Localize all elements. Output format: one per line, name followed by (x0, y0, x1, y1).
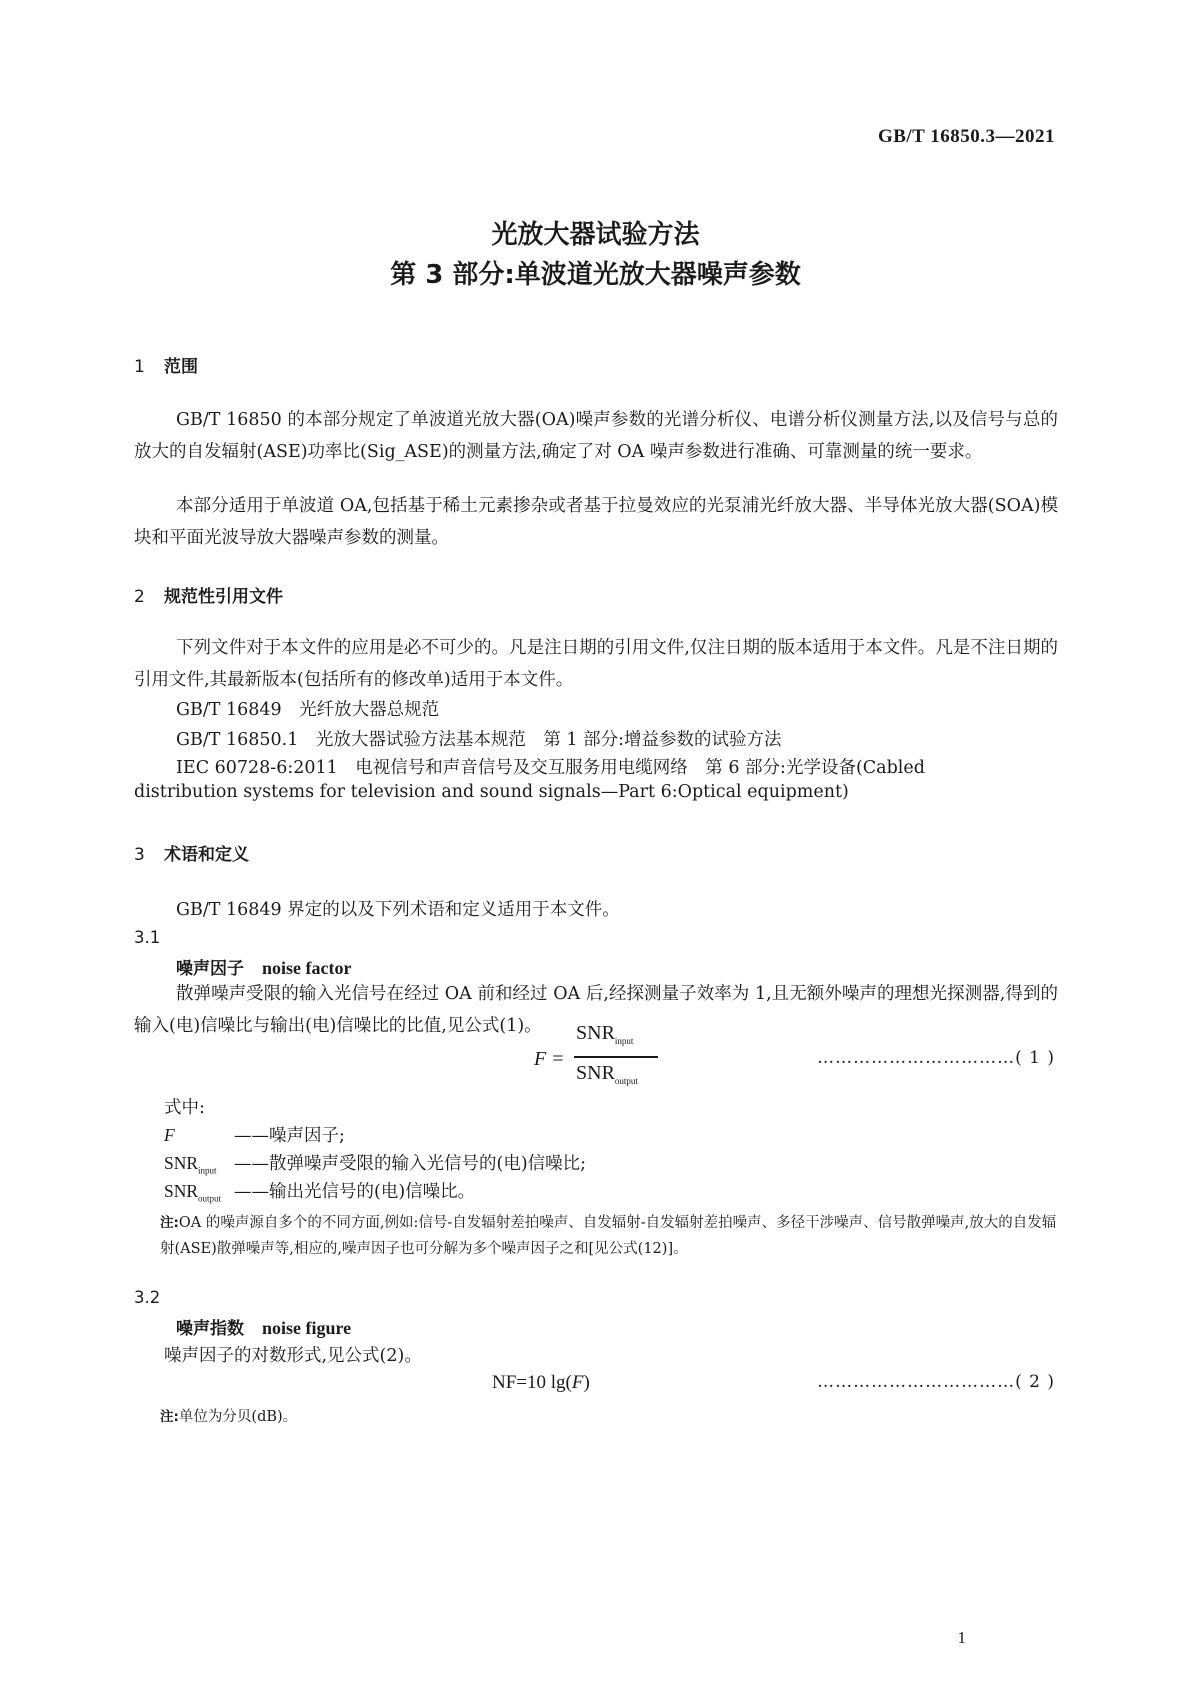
formula-numerator: $SNR_{input}$ (576, 1022, 634, 1046)
term-chinese: 噪声因子 (176, 959, 244, 979)
formula-2: NF=10 lg(F) (492, 1372, 590, 1393)
section-number: 3 (134, 845, 145, 865)
section-title: 规范性引用文件 (164, 587, 283, 607)
terms-intro: GB/T 16849 界定的以及下列术语和定义适用于本文件。 (176, 900, 620, 920)
section-number: 1 (134, 357, 145, 377)
section-number: 2 (134, 587, 145, 607)
note-1: 注:OA 的噪声源自多个的不同方面,例如:信号-自发辐射差拍噪声、自发辐射-自发辐射差拍噪声、多径干涉噪声、信号散弹噪声,放大的自发辐射(ASE)散弹噪声等,相应的,噪声因子也可分解为多个噪声因子之和[见公式(12)]。 (160, 1215, 1057, 1257)
standard-code: GB/T 16850.3—2021 (877, 126, 1055, 147)
reference-item: GB/T 16850.1 光放大器试验方法基本规范 第 1 部分:增益参数的试验方法 (176, 730, 782, 750)
formula-denominator: $SNR_{output}$ (576, 1062, 638, 1086)
term-definition: 散弹噪声受限的输入光信号在经过 OA 前和经过 OA 后,经探测量子效率为 1,且无额外噪声的理想光探测器,得到的输入(电)信噪比与输出(电)信噪比的比值,见公式(1)。 (134, 984, 1058, 1036)
fraction-bar (574, 1056, 658, 1058)
variable-definition: F ——噪声因子; (164, 1125, 345, 1146)
scope-paragraph-1: GB/T 16850 的本部分规定了单波道光放大器(OA)噪声参数的光谱分析仪、电谱分析仪测量方法,以及信号与总的放大的自发辐射(ASE)功率比(Sig_ASE)的测量方法,确定了对 OA 噪声参数进行准确、可靠测量的统一要求。 (134, 410, 1058, 462)
page-number: 1 (957, 1628, 966, 1647)
clause-number: 3.2 (134, 1288, 161, 1307)
document-title: 光放大器试验方法 (491, 220, 700, 250)
term-noise-figure (176, 1314, 351, 1339)
term-noise-factor (176, 954, 351, 979)
section-title: 术语和定义 (164, 845, 249, 865)
term-chinese: 噪声指数 (176, 1319, 244, 1339)
note-2: 注:单位为分贝(dB)。 (160, 1409, 298, 1425)
formula-1-number: ……………………………( 1 ) (817, 1048, 1055, 1068)
normative-intro-paragraph: 下列文件对于本文件的应用是必不可少的。凡是注日期的引用文件,仅注日期的版本适用于本文件。凡是不注日期的引用文件,其最新版本(包括所有的修改单)适用于本文件。 (134, 638, 1058, 690)
variable-definition: $SNR_{input}$ ——散弹噪声受限的输入光信号的(电)信噪比; (164, 1153, 587, 1176)
section-1-heading (134, 352, 198, 377)
section-2-heading (134, 582, 283, 607)
reference-item-continued: distribution systems for television and sound signals—Part 6:Optical equipment) (134, 782, 849, 802)
term-definition: 噪声因子的对数形式,见公式(2)。 (164, 1346, 422, 1366)
term-english: noise figure (262, 1318, 352, 1338)
document-subtitle: 第 3 部分:单波道光放大器噪声参数 (390, 260, 801, 290)
formula-2-number: ……………………………( 2 ) (817, 1372, 1055, 1392)
reference-item: IEC 60728-6:2011 电视信号和声音信号及交互服务用电缆网络 第 6 部分:光学设备(Cabled (176, 758, 925, 778)
reference-item: GB/T 16849 光纤放大器总规范 (176, 700, 440, 720)
section-3-heading (134, 840, 249, 865)
clause-number: 3.1 (134, 928, 161, 947)
scope-paragraph-2: 本部分适用于单波道 OA,包括基于稀土元素掺杂或者基于拉曼效应的光泵浦光纤放大器、半导体光放大器(SOA)模块和平面光波导放大器噪声参数的测量。 (134, 496, 1058, 548)
section-title: 范围 (164, 357, 198, 377)
term-english: noise factor (262, 958, 352, 978)
variable-definition: $SNR_{output}$ ——输出光信号的(电)信噪比。 (164, 1181, 476, 1204)
where-label: 式中: (164, 1098, 205, 1118)
formula-variable: F = (534, 1048, 564, 1070)
